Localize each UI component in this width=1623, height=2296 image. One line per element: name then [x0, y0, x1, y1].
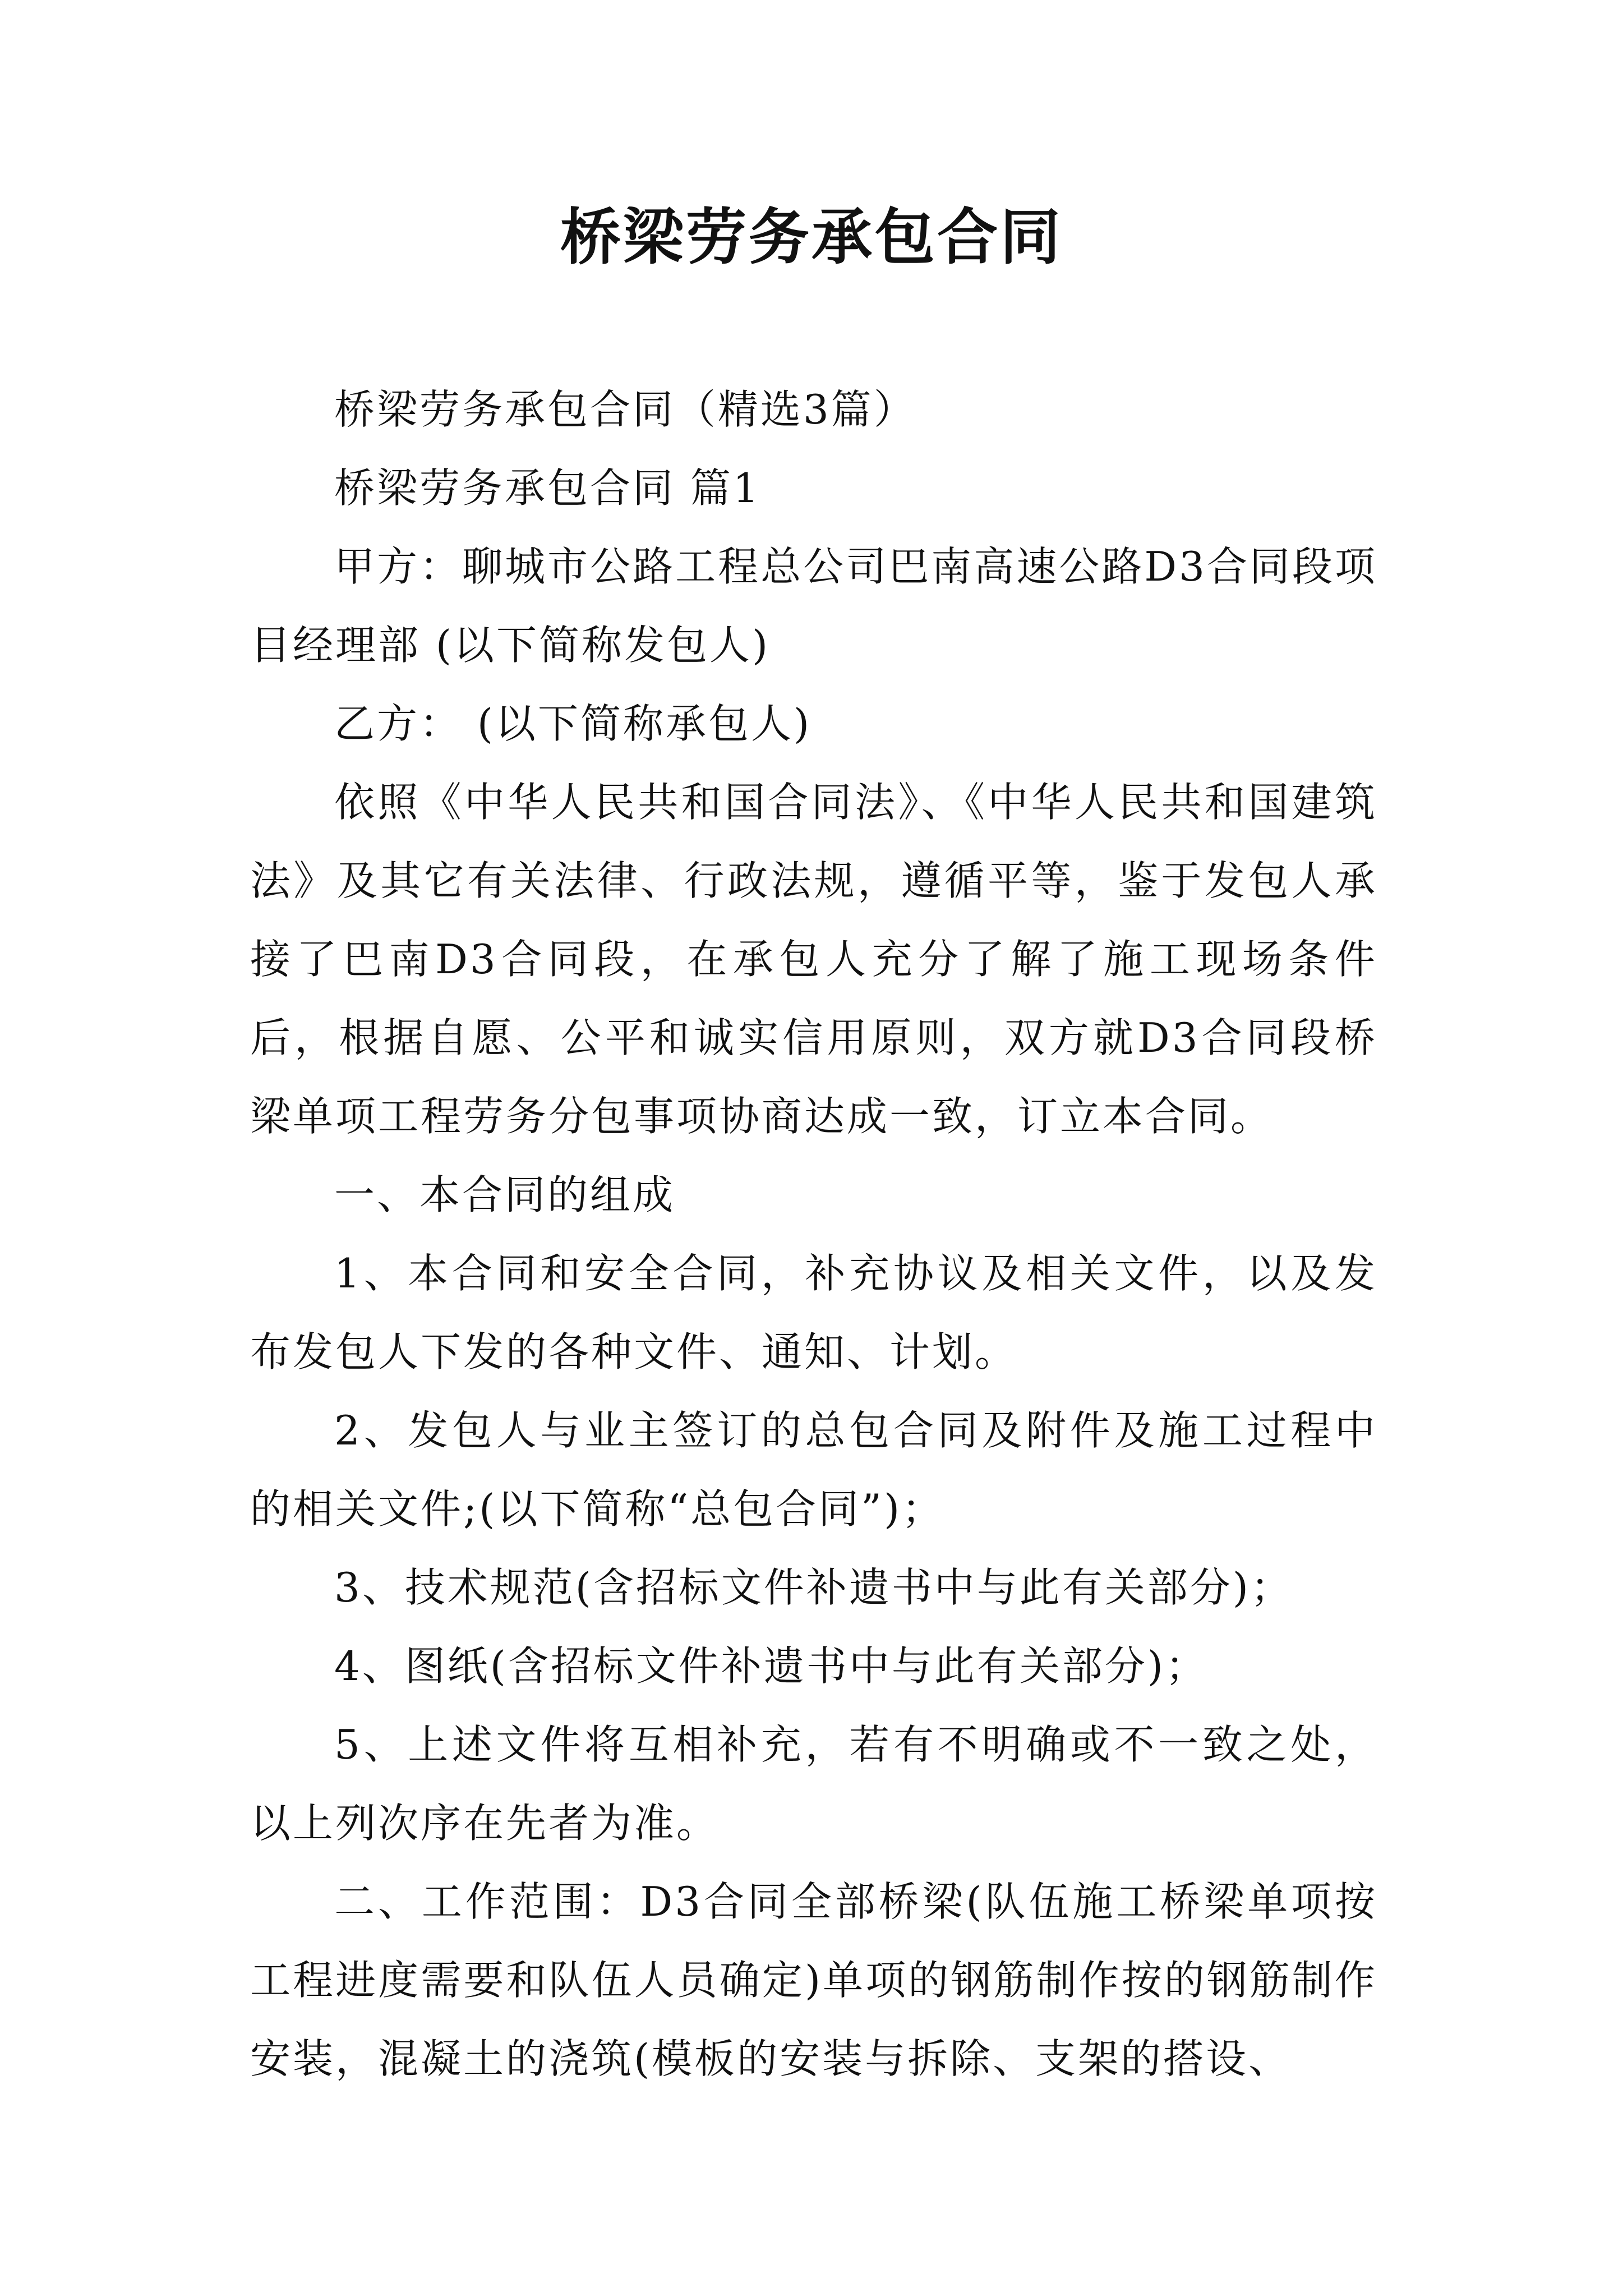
paragraph-item-1: 1、本合同和安全合同，补充协议及相关文件，以及发布发包人下发的各种文件、通知、计划。: [250, 1250, 1377, 1375]
paragraph-item-2: 2、发包人与业主签订的总包合同及附件及施工过程中的相关文件;(以下简称“总包合同”)；: [250, 1407, 1377, 1533]
paragraph-subtitle: 桥梁劳务承包合同（精选3篇）: [334, 386, 916, 433]
document-title: 桥梁劳务承包合同: [560, 202, 1063, 273]
paragraph-preamble: 依照《中华人民共和国合同法》、《中华人民共和国建筑法》及其它有关法律、行政法规，遵循平等，鉴于发包人承接了巴南D3合同段，在承包人充分了解了施工现场条件后，根据自愿、公平和诚实信用原则，双方就D3合同段桥梁单项工程劳务分包事项协商达成一致，订立本合同。: [250, 779, 1377, 1140]
paragraph-item-5: 5、上述文件将互相补充，若有不明确或不一致之处，以上列次序在先者为准。: [250, 1721, 1377, 1847]
document-body: [250, 370, 1377, 2098]
paragraph-clause-2-scope: 二、工作范围：D3合同全部桥梁(队伍施工桥梁单项按工程进度需要和队伍人员确定)单项的钢筋制作按的钢筋制作安装，混凝土的浇筑(模板的安装与拆除、支架的搭设、: [250, 1878, 1377, 2082]
paragraph-party-a: 甲方：聊城市公路工程总公司巴南高速公路D3合同段项目经理部 (以下简称发包人): [250, 543, 1377, 669]
paragraph-clause-heading-1: 一、本合同的组成: [334, 1171, 676, 1218]
paragraph-party-b: 乙方： (以下简称承包人): [334, 700, 812, 747]
paragraph-item-4: 4、图纸(含招标文件补遗书中与此有关部分)；: [334, 1642, 1208, 1690]
paragraph-section-heading: 桥梁劳务承包合同 篇1: [334, 464, 761, 512]
paragraph-item-3: 3、技术规范(含招标文件补遗书中与此有关部分)；: [334, 1564, 1293, 1611]
